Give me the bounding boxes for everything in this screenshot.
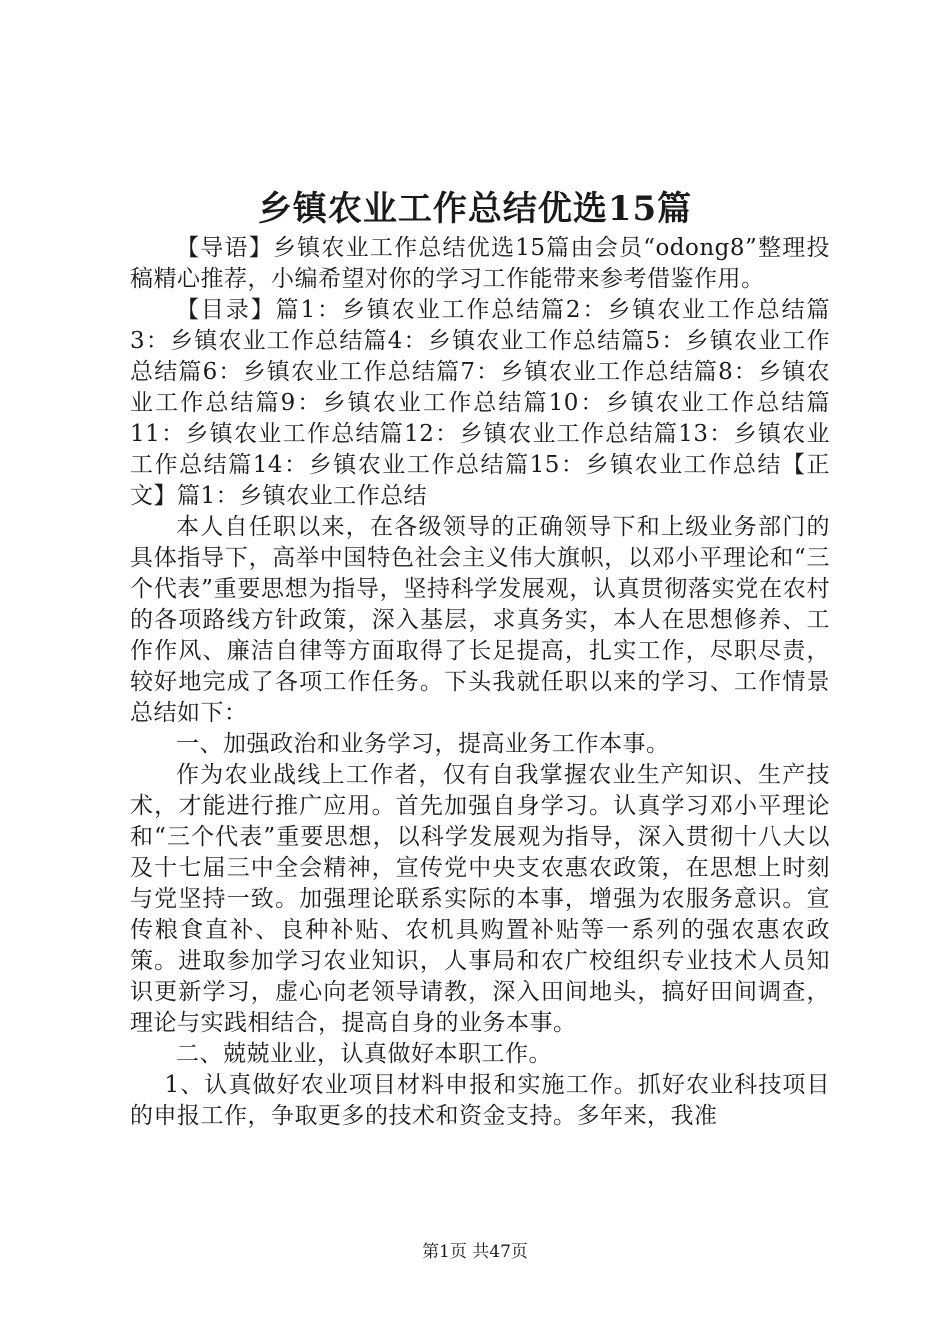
body-paragraph: 本人自任职以来，在各级领导的正确领导下和上级业务部门的具体指导下，高举中国特色社会主义伟大旗帜，以邓小平理论和“三个代表”重要思想为指导，坚持科学发展观，认真贯彻落实党在农村的各项路线方针政策，深入基层，求真务实，本人在思想修养、工作作风、廉洁自律等方面取得了长足提高，扎实工作，尽职尽责，较好地完成了各项工作任务。下头我就任职以来的学习、工作情景总结如下： [130,514,830,726]
body-paragraph: 作为农业战线上工作者，仅有自我掌握农业生产知识、生产技术，才能进行推广应用。首先加强自身学习。认真学习邓小平理论和“三个代表”重要思想，以科学发展观为指导，深入贯彻十八大以及十七届三中全会精神，宣传党中央支农惠农政策，在思想上时刻与党坚持一致。加强理论联系实际的本事，增强为农服务意识。宣传粮食直补、良种补贴、农机具购置补贴等一系列的强农惠农政策。进取参加学习农业知识，人事局和农广校组织专业技术人员知识更新学习，虚心向老领导请教，深入田间地头，搞好田间调查，理论与实践相结合，提高自身的业务本事。 [130,762,830,1036]
document-body [130,233,830,1132]
page-number: 第1页 共47页 [422,1242,528,1262]
document-title: 乡镇农业工作总结优选15篇 [257,189,693,229]
intro-paragraph: 【导语】乡镇农业工作总结优选15篇由会员“odong8”整理投稿精心推荐，小编希望对你的学习工作能带来参考借鉴作用。 [130,235,830,292]
toc-paragraph: 【目录】篇1：乡镇农业工作总结篇2：乡镇农业工作总结篇3：乡镇农业工作总结篇4：乡镇农业工作总结篇5：乡镇农业工作总结篇6：乡镇农业工作总结篇7：乡镇农业工作总结篇8：乡镇农业工作总结篇9：乡镇农业工作总结篇10：乡镇农业工作总结篇11：乡镇农业工作总结篇12：乡镇农业工作总结篇13：乡镇农业工作总结篇14：乡镇农业工作总结篇15：乡镇农业工作总结【正文】篇1：乡镇农业工作总结 [130,297,830,509]
section-heading: 二、兢兢业业，认真做好本职工作。 [176,1041,552,1067]
section-heading: 一、加强政治和业务学习，提高业务工作本事。 [176,731,670,757]
list-item: 1、认真做好农业项目材料申报和实施工作。抓好农业科技项目的申报工作，争取更多的技术和资金支持。多年来，我准 [130,1072,830,1129]
